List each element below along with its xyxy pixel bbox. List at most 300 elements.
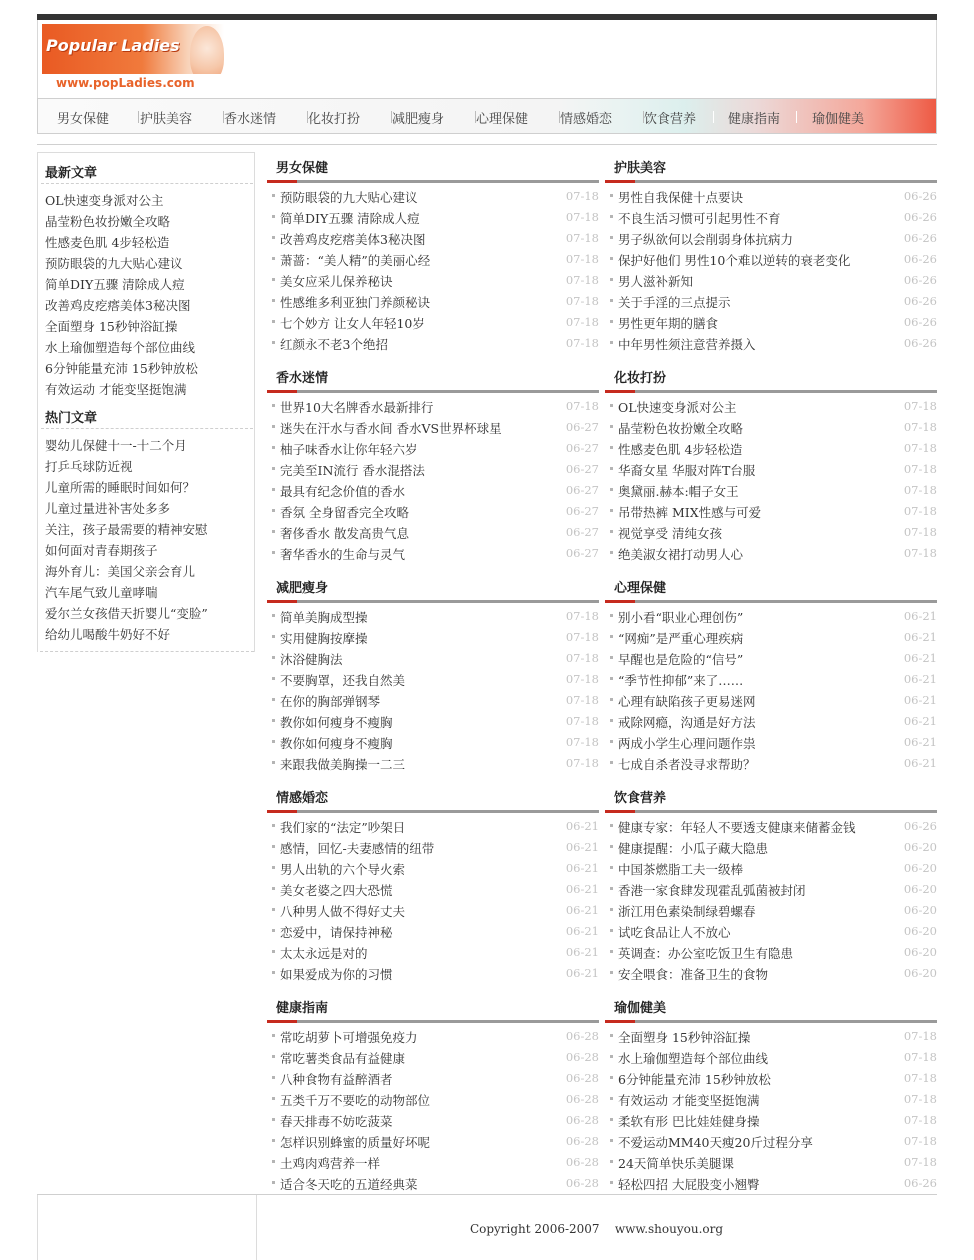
list-item (605, 711, 937, 732)
article-link[interactable]: 恋爱中，请保持神秘 (280, 925, 393, 940)
article-link[interactable]: 两成小学生心理问题作祟 (618, 736, 756, 751)
block-title[interactable]: 情感婚恋 (276, 791, 329, 806)
hot-article-link[interactable]: 爱尔兰女孩借天折婴儿“变脸” (45, 606, 208, 621)
article-link[interactable]: 在你的胸部弹钢琴 (280, 694, 381, 709)
hot-article-link[interactable]: 关注，孩子最需要的精神安慰 (45, 522, 208, 537)
article-date: 06-28 (565, 1050, 599, 1064)
list-item (267, 459, 599, 480)
article-link[interactable]: 常吃胡萝卜可增强免疫力 (280, 1030, 418, 1045)
bullet-icon (272, 299, 275, 302)
list-item (267, 690, 599, 711)
bullet-icon (272, 236, 275, 239)
latest-article-link[interactable]: 改善鸡皮疙瘩美体3秘决图 (45, 298, 191, 313)
hot-article-link[interactable]: 海外育儿：美国父亲会育儿 (45, 564, 196, 579)
list-item (605, 270, 937, 291)
article-link[interactable]: 八种男人做不得好丈夫 (280, 904, 406, 919)
list-item (267, 207, 599, 228)
article-link[interactable]: 男子纵欲何以会削弱身体抗病力 (618, 232, 794, 247)
article-link[interactable]: 教你如何瘦身不瘦胸 (280, 736, 393, 751)
latest-article-link[interactable]: 晶莹粉色妆扮嫩全攻略 (45, 214, 171, 229)
nav-item-jianfei-shoushen[interactable]: 减肥瘦身 (392, 112, 445, 127)
list-item (267, 753, 599, 774)
list-item (267, 1173, 599, 1194)
article-date: 06-26 (903, 315, 937, 329)
list-item (267, 711, 599, 732)
article-date: 07-18 (903, 1113, 937, 1127)
list-item (267, 270, 599, 291)
article-link[interactable]: 完美至IN流行 香水混搭法 (280, 463, 425, 478)
article-link[interactable]: 保护好他们 男性10个难以逆转的衰老变化 (618, 253, 851, 268)
list-item (605, 900, 937, 921)
article-date: 06-21 (565, 945, 599, 959)
main-nav (37, 98, 937, 134)
article-link[interactable]: 最具有纪念价值的香水 (280, 484, 406, 499)
bullet-icon (272, 404, 275, 407)
bullet-icon (610, 1055, 613, 1058)
article-link[interactable]: 美女应采儿保养秘诀 (280, 274, 393, 289)
article-link[interactable]: 晶莹粉色妆扮嫩全攻略 (618, 421, 744, 436)
list-item (267, 648, 599, 669)
block-title-rule (267, 810, 599, 813)
article-date: 06-21 (565, 861, 599, 875)
bullet-icon (272, 677, 275, 680)
block-title[interactable]: 护肤美容 (614, 161, 667, 176)
bullet-icon (610, 341, 613, 344)
article-link[interactable]: 教你如何瘦身不瘦胸 (280, 715, 393, 730)
article-date: 07-18 (565, 756, 599, 770)
article-link[interactable]: OL快速变身派对公主 (618, 400, 737, 415)
list-item (605, 837, 937, 858)
article-link[interactable]: 健康专家：年轻人不要透支健康来储蓄金钱 (618, 820, 856, 835)
list-item (605, 417, 937, 438)
article-link[interactable]: 安全喂食：准备卫生的食物 (618, 967, 769, 982)
list-item (605, 1026, 937, 1047)
list-item (605, 606, 937, 627)
bullet-icon (272, 320, 275, 323)
list-item (605, 312, 937, 333)
list-item (267, 921, 599, 942)
hot-article-link[interactable]: 打乒乓球防近视 (45, 459, 133, 474)
article-date: 06-20 (903, 924, 937, 938)
article-date: 06-21 (565, 924, 599, 938)
bullet-icon (272, 257, 275, 260)
block-title[interactable]: 饮食营养 (614, 791, 667, 806)
article-date: 07-18 (565, 630, 599, 644)
article-link[interactable]: 五类千万不要吃的动物部位 (280, 1093, 431, 1108)
nav-item-hufu-meirong[interactable]: 护肤美容 (140, 112, 193, 127)
bullet-icon (610, 1097, 613, 1100)
nav-item-yinshi-yingyang[interactable]: 饮食营养 (644, 112, 697, 127)
bullet-icon (272, 635, 275, 638)
article-link[interactable]: 七成自杀者没寻求帮助？ (618, 757, 756, 772)
list-item (605, 543, 937, 564)
bullet-icon (610, 845, 613, 848)
article-date: 07-18 (565, 714, 599, 728)
bullet-icon (610, 257, 613, 260)
list-item (267, 1068, 599, 1089)
article-link[interactable]: 红颜永不老3个绝招 (280, 337, 388, 352)
latest-article-link[interactable]: 预防眼袋的九大贴心建议 (45, 256, 183, 271)
article-date: 06-27 (565, 462, 599, 476)
bullet-icon (272, 845, 275, 848)
bullet-icon (610, 425, 613, 428)
hot-article-link[interactable]: 给幼儿喝酸牛奶好不好 (45, 627, 171, 642)
list-item (605, 1131, 937, 1152)
list-item (605, 627, 937, 648)
list-item (267, 543, 599, 564)
bullet-icon (272, 509, 275, 512)
bullet-icon (610, 1160, 613, 1163)
bullet-icon (610, 299, 613, 302)
article-link[interactable]: 柔软有形 巴比娃娃健身操 (618, 1114, 760, 1129)
article-link[interactable]: “网痴”是严重心理疾病 (618, 631, 744, 646)
list-item (605, 207, 937, 228)
nav-item-xiangshui-miqing[interactable]: 香水迷情 (224, 112, 277, 127)
article-link[interactable]: 华裔女星 华服对阵T台服 (618, 463, 756, 478)
article-link[interactable]: 来跟我做美胸操一二三 (280, 757, 406, 772)
list-item (267, 816, 599, 837)
list-item (267, 942, 599, 963)
bullet-icon (610, 866, 613, 869)
list-item (605, 396, 937, 417)
article-date: 07-18 (565, 672, 599, 686)
bullet-icon (610, 1118, 613, 1121)
bullet-icon (610, 467, 613, 470)
bullet-icon (272, 824, 275, 827)
bullet-icon (610, 194, 613, 197)
article-link[interactable]: 七个妙方 让女人年轻10岁 (280, 316, 425, 331)
article-date: 06-21 (903, 672, 937, 686)
article-date: 06-21 (565, 882, 599, 896)
nav-item-huazhuang-daban[interactable]: 化妆打扮 (308, 112, 361, 127)
bullet-icon (610, 488, 613, 491)
list-item (267, 858, 599, 879)
article-date: 07-18 (565, 210, 599, 224)
nav-item-qinggan-hunlian[interactable]: 情感婚恋 (560, 112, 613, 127)
block-title[interactable]: 男女保健 (276, 161, 329, 176)
hot-articles-title: 热门文章 (45, 411, 98, 426)
article-link[interactable]: 不爱运动MM40天瘦20斤过程分享 (618, 1135, 813, 1150)
bullet-icon (272, 614, 275, 617)
list-item (267, 333, 599, 354)
article-link[interactable]: “季节性抑郁”来了…… (618, 673, 744, 688)
article-link[interactable]: 预防眼袋的九大贴心建议 (280, 190, 418, 205)
bullet-icon (610, 656, 613, 659)
hot-article-link[interactable]: 汽车尾气致儿童哮喘 (45, 585, 158, 600)
hot-article-link[interactable]: 儿童所需的睡眠时间如何？ (45, 480, 196, 495)
article-date: 07-18 (903, 1155, 937, 1169)
article-link[interactable]: 有效运动 才能变坚挺饱满 (618, 1093, 760, 1108)
article-date: 06-26 (903, 231, 937, 245)
block-title-rule (605, 600, 937, 603)
article-date: 06-28 (565, 1092, 599, 1106)
list-item (267, 1152, 599, 1173)
bullet-icon (272, 971, 275, 974)
article-link[interactable]: 绝美淑女裙打动男人心 (618, 547, 744, 562)
article-link[interactable]: 香港一家食肆发现霍乱弧菌被封闭 (618, 883, 806, 898)
block-title[interactable]: 心理保健 (614, 581, 667, 596)
list-item (267, 1026, 599, 1047)
article-date: 06-26 (903, 294, 937, 308)
logo-url: www.popLadies.com (56, 76, 195, 90)
article-link[interactable]: 健康提醒：小瓜子藏大隐患 (618, 841, 769, 856)
article-link[interactable]: 奢华香水的生命与灵气 (280, 547, 406, 562)
article-link[interactable]: 沐浴健胸法 (280, 652, 343, 667)
article-link[interactable]: 试吃食品让人不放心 (618, 925, 731, 940)
article-link[interactable]: 适合冬天吃的五道经典菜 (280, 1177, 418, 1192)
bullet-icon (272, 551, 275, 554)
block-title[interactable]: 减肥瘦身 (276, 581, 329, 596)
article-link[interactable]: 实用健胸按摩操 (280, 631, 368, 646)
bullet-icon (610, 509, 613, 512)
article-date: 07-18 (565, 231, 599, 245)
article-link[interactable]: 如果爱成为你的习惯 (280, 967, 393, 982)
list-item (605, 921, 937, 942)
article-link[interactable]: 简单美胸成型操 (280, 610, 368, 625)
nav-item-yujia-jianmei[interactable]: 瑜伽健美 (812, 112, 865, 127)
bullet-icon (610, 635, 613, 638)
list-item (267, 963, 599, 984)
article-link[interactable]: 简单DIY五骤 清除成人痘 (280, 211, 420, 226)
list-item (605, 522, 937, 543)
list-item (605, 963, 937, 984)
nav-item-jiankang-zhinan[interactable]: 健康指南 (728, 112, 781, 127)
article-date: 06-27 (565, 546, 599, 560)
article-date: 07-18 (565, 336, 599, 350)
article-link[interactable]: 萧蔷：“美人精”的美丽心经 (280, 253, 431, 268)
article-date: 06-27 (565, 525, 599, 539)
latest-article-link[interactable]: 性感麦色肌 4步轻松造 (45, 235, 170, 250)
article-date: 07-18 (565, 273, 599, 287)
block-title-rule (267, 1020, 599, 1023)
article-link[interactable]: 香氛 全身留香完全攻略 (280, 505, 409, 520)
article-link[interactable]: 男人滋补新知 (618, 274, 694, 289)
bullet-icon (272, 1055, 275, 1058)
article-date: 06-28 (565, 1176, 599, 1190)
latest-article-link[interactable]: OL快速变身派对公主 (45, 193, 164, 208)
footer-copyright: Copyright 2006-2007 www.shouyou.org (469, 1222, 724, 1236)
latest-article-link[interactable]: 简单DIY五骤 清除成人痘 (45, 277, 185, 292)
bullet-icon (272, 929, 275, 932)
article-link[interactable]: 我们家的“法定”吵架日 (280, 820, 406, 835)
article-link[interactable]: 中年男性须注意营养摄入 (618, 337, 756, 352)
article-link[interactable]: 早醒也是危险的“信号” (618, 652, 744, 667)
bullet-icon (610, 950, 613, 953)
article-date: 07-18 (565, 399, 599, 413)
article-date: 06-20 (903, 861, 937, 875)
article-link[interactable]: 别小看“职业心理创伤” (618, 610, 744, 625)
article-link[interactable]: 戒除网瘾，沟通是好方法 (618, 715, 756, 730)
bullet-icon (272, 887, 275, 890)
bullet-icon (272, 950, 275, 953)
latest-article-link[interactable]: 有效运动 才能变坚挺饱满 (45, 382, 187, 397)
list-item (267, 837, 599, 858)
list-item (267, 900, 599, 921)
hot-article-link[interactable]: 婴幼儿保健十一-十二个月 (45, 438, 187, 453)
article-date: 06-20 (903, 882, 937, 896)
block-title[interactable]: 香水迷情 (276, 371, 329, 386)
article-link[interactable]: 男性自我保健十点要诀 (618, 190, 744, 205)
bullet-icon (610, 446, 613, 449)
article-link[interactable]: 男性更年期的膳食 (618, 316, 719, 331)
article-link[interactable]: 全面塑身 15秒钟浴缸操 (618, 1030, 751, 1045)
article-link[interactable]: 春天排毒不妨吃菠菜 (280, 1114, 393, 1129)
list-item (605, 459, 937, 480)
bullet-icon (610, 404, 613, 407)
article-link[interactable]: 吊带热裤 MIX性感与可爱 (618, 505, 762, 520)
article-date: 06-28 (565, 1155, 599, 1169)
article-link[interactable]: 心理有缺陷孩子更易迷网 (618, 694, 756, 709)
list-item (267, 480, 599, 501)
article-link[interactable]: 感情，回忆-夫妻感情的纽带 (280, 841, 435, 856)
article-link[interactable]: 奢侈香水 散发高贵气息 (280, 526, 409, 541)
bullet-icon (610, 929, 613, 932)
article-date: 06-20 (903, 840, 937, 854)
list-item (267, 1110, 599, 1131)
article-date: 07-18 (903, 441, 937, 455)
article-date: 07-18 (565, 735, 599, 749)
article-date: 06-21 (903, 756, 937, 770)
hot-article-link[interactable]: 如何面对青春期孩子 (45, 543, 158, 558)
article-date: 06-21 (903, 735, 937, 749)
list-item (605, 648, 937, 669)
block-title[interactable]: 化妆打扮 (614, 371, 667, 386)
bullet-icon (610, 824, 613, 827)
article-date: 06-21 (903, 714, 937, 728)
bullet-icon (610, 761, 613, 764)
bullet-icon (610, 215, 613, 218)
article-date: 07-18 (565, 651, 599, 665)
latest-article-link[interactable]: 全面塑身 15秒钟浴缸操 (45, 319, 178, 334)
article-link[interactable]: 轻松四招 大屁股变小翘臀 (618, 1177, 760, 1192)
article-link[interactable]: 浙江用色素染制绿碧螺春 (618, 904, 756, 919)
article-date: 07-18 (565, 609, 599, 623)
bullet-icon (272, 1076, 275, 1079)
article-link[interactable]: 水上瑜伽塑造每个部位曲线 (618, 1051, 769, 1066)
article-date: 06-26 (903, 1176, 937, 1190)
bullet-icon (272, 1034, 275, 1037)
list-item (267, 627, 599, 648)
article-date: 07-18 (903, 420, 937, 434)
bullet-icon (272, 656, 275, 659)
list-item (605, 333, 937, 354)
article-link[interactable]: 英调查：办公室吃饭卫生有隐患 (618, 946, 794, 961)
bullet-icon (610, 887, 613, 890)
list-item (267, 606, 599, 627)
article-date: 06-21 (565, 966, 599, 980)
bullet-icon (272, 1160, 275, 1163)
article-date: 07-18 (903, 1092, 937, 1106)
article-date: 07-18 (903, 1050, 937, 1064)
article-link[interactable]: 不要胸罩，还我自然美 (280, 673, 406, 688)
article-link[interactable]: 改善鸡皮疙瘩美体3秘决图 (280, 232, 426, 247)
latest-article-link[interactable]: 水上瑜伽塑造每个部位曲线 (45, 340, 196, 355)
article-link[interactable]: 奥黛丽.赫本:帽子女王 (618, 484, 739, 499)
article-date: 06-21 (903, 693, 937, 707)
article-link[interactable]: 八种食物有益醉酒者 (280, 1072, 393, 1087)
article-link[interactable]: 世界10大名牌香水最新排行 (280, 400, 434, 415)
article-link[interactable]: 关于手淫的三点提示 (618, 295, 731, 310)
bullet-icon (610, 551, 613, 554)
article-link[interactable]: 迷失在汗水与香水间 香水VS世界杯球星 (280, 421, 502, 436)
bullet-icon (610, 698, 613, 701)
nav-item-xinli-baojian[interactable]: 心理保健 (476, 112, 529, 127)
nav-item-nannv-baojian[interactable]: 男女保健 (57, 112, 110, 127)
article-link[interactable]: 性感维多利亚独门养颜秘诀 (280, 295, 431, 310)
list-item (605, 228, 937, 249)
bullet-icon (272, 740, 275, 743)
site-header (37, 20, 937, 98)
bullet-icon (272, 341, 275, 344)
bullet-icon (272, 467, 275, 470)
block-title-rule (267, 390, 599, 393)
article-date: 06-21 (565, 819, 599, 833)
article-link[interactable]: 不良生活习惯可引起男性不育 (618, 211, 781, 226)
sidebar (37, 152, 255, 652)
bullet-icon (610, 236, 613, 239)
block-title[interactable]: 瑜伽健美 (614, 1001, 667, 1016)
article-date: 06-27 (565, 483, 599, 497)
list-item (605, 1068, 937, 1089)
article-link[interactable]: 柚子味香水让你年轻六岁 (280, 442, 418, 457)
article-date: 07-18 (903, 399, 937, 413)
article-date: 07-18 (565, 252, 599, 266)
article-link[interactable]: 太太永远是对的 (280, 946, 368, 961)
article-date: 07-18 (903, 483, 937, 497)
bullet-icon (272, 446, 275, 449)
article-link[interactable]: 美女老婆之四大恐慌 (280, 883, 393, 898)
article-link[interactable]: 6分钟能量充沛 15秒钟放松 (618, 1072, 771, 1087)
bullet-icon (610, 1034, 613, 1037)
article-link[interactable]: 中国茶燃脂工夫一级棒 (618, 862, 744, 877)
list-item (605, 249, 937, 270)
list-item (267, 312, 599, 333)
logo-title: Popular Ladies (46, 36, 180, 55)
hot-article-link[interactable]: 儿童过量进补害处多多 (45, 501, 171, 516)
article-date: 06-27 (565, 420, 599, 434)
article-date: 06-26 (903, 273, 937, 287)
list-item (605, 501, 937, 522)
article-link[interactable]: 性感麦色肌 4步轻松造 (618, 442, 743, 457)
article-date: 07-18 (903, 1029, 937, 1043)
bullet-icon (272, 488, 275, 491)
list-item (605, 669, 937, 690)
article-link[interactable]: 视觉享受 清纯女孩 (618, 526, 722, 541)
article-date: 06-27 (565, 441, 599, 455)
list-item (605, 753, 937, 774)
bullet-icon (272, 1181, 275, 1184)
block-title-rule (267, 180, 599, 183)
block-title-rule (605, 180, 937, 183)
article-link[interactable]: 常吃薯类食品有益健康 (280, 1051, 406, 1066)
article-link[interactable]: 男人出轨的六个导火索 (280, 862, 406, 877)
bullet-icon (610, 278, 613, 281)
article-date: 07-18 (903, 1071, 937, 1085)
article-date: 06-26 (903, 819, 937, 833)
article-link[interactable]: 24天简单快乐美腿课 (618, 1156, 734, 1171)
list-item (605, 816, 937, 837)
list-item (267, 438, 599, 459)
bullet-icon (272, 719, 275, 722)
block-title[interactable]: 健康指南 (276, 1001, 329, 1016)
list-item (605, 732, 937, 753)
article-date: 06-20 (903, 903, 937, 917)
article-link[interactable]: 土鸡肉鸡营养一样 (280, 1156, 381, 1171)
article-link[interactable]: 怎样识别蜂蜜的质量好坏呢 (280, 1135, 431, 1150)
site-logo[interactable] (42, 24, 224, 92)
article-date: 06-27 (565, 504, 599, 518)
latest-article-link[interactable]: 6分钟能量充沛 15秒钟放松 (45, 361, 198, 376)
